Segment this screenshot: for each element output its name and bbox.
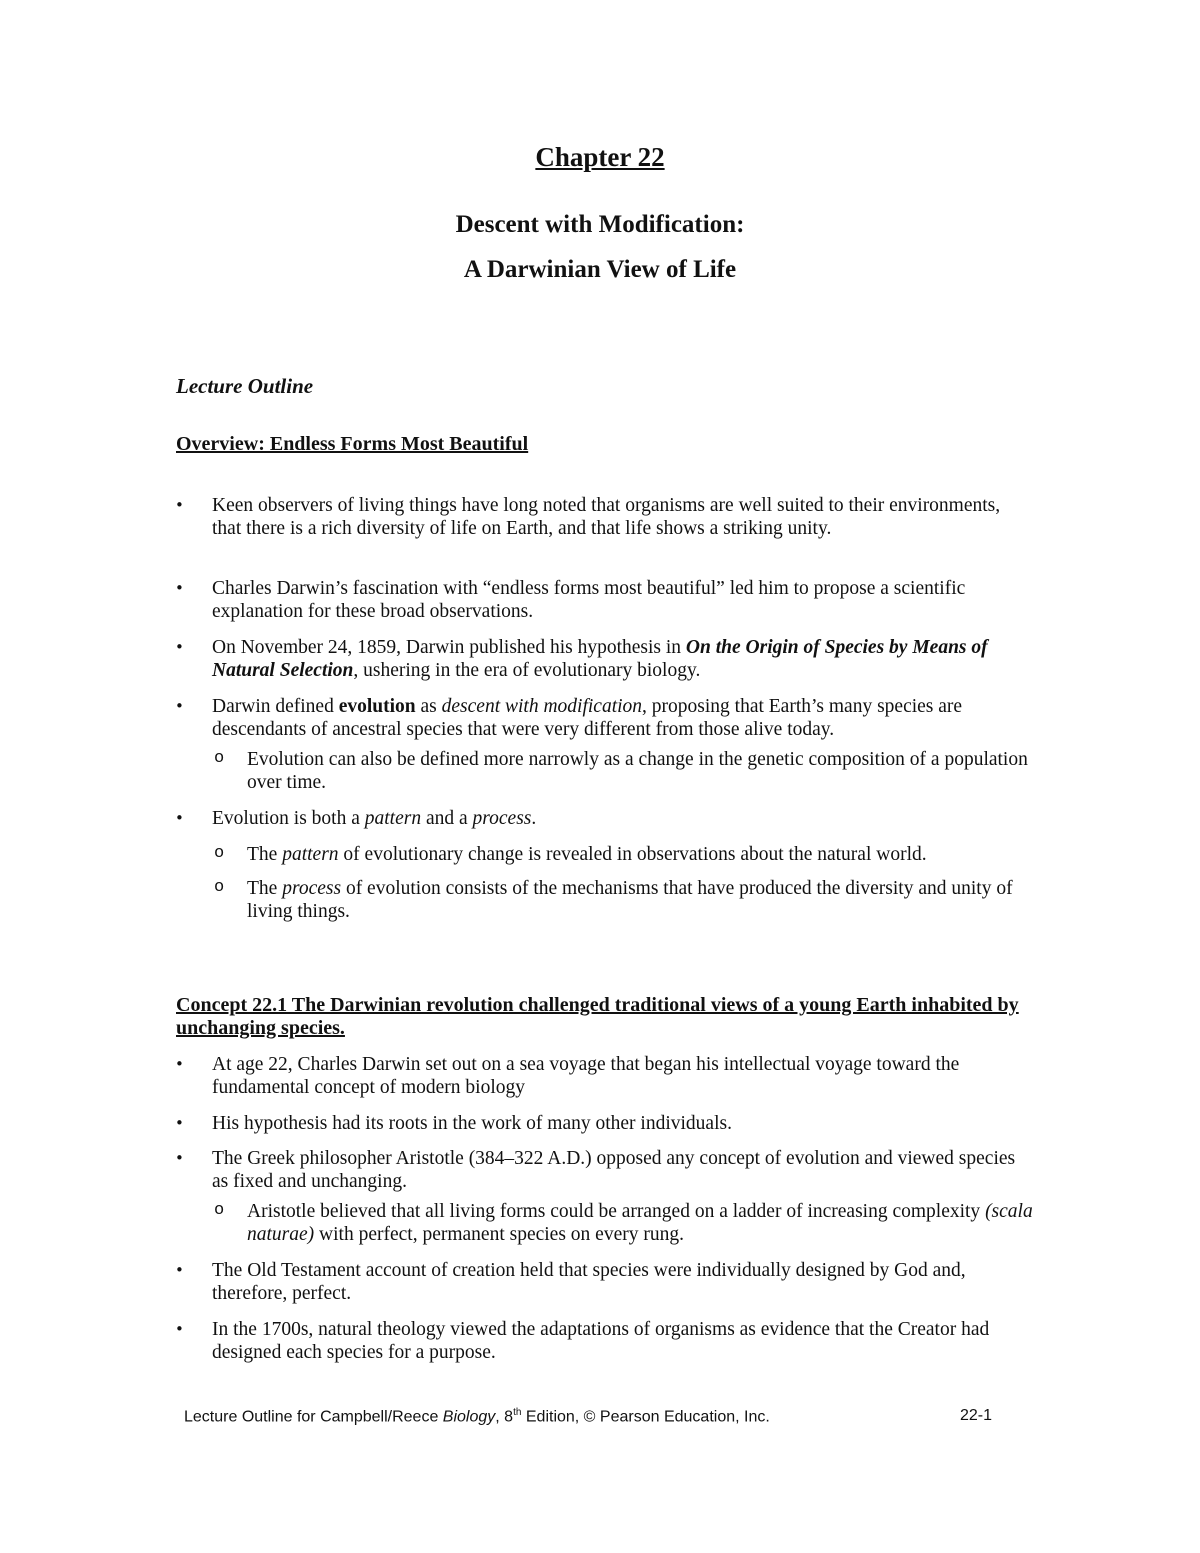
emphasis: pattern bbox=[282, 844, 339, 865]
key-term: evolution bbox=[338, 696, 416, 717]
footer-text: Edition, © Pearson Education, Inc. bbox=[521, 1408, 770, 1426]
overview-subbullet-5-1 bbox=[247, 843, 1037, 866]
bullet-text: The bbox=[247, 878, 283, 899]
page-number: 22-1 bbox=[959, 1407, 992, 1424]
concept-bullet-1: • At age 22, Charles Darwin set out on a sea voyage that began his intellectual voyage toward the fundamental concept of modern biology bbox=[212, 1053, 1030, 1099]
bullet-text: of evolutionary change is revealed in observations about the natural world. bbox=[338, 844, 927, 865]
bullet-text: On November 24, 1859, Darwin published his hypothesis in bbox=[212, 637, 686, 658]
bullet-text: The bbox=[247, 844, 283, 865]
bullet-text: Aristotle believed that all living forms could be arranged on a ladder of increasing complexity bbox=[247, 1201, 986, 1222]
chapter-subtitle-line1: Descent with Modification: bbox=[455, 211, 745, 238]
bullet-text: with perfect, permanent species on every rung. bbox=[314, 1224, 684, 1245]
bullet-text: and a bbox=[421, 808, 473, 829]
concept-bullet-3: • The Greek philosopher Aristotle (384–322 A.D.) opposed any concept of evolution and viewed species as fixed and unchanging. bbox=[212, 1147, 1030, 1193]
chapter-title: Chapter 22 bbox=[535, 142, 665, 172]
overview-bullet-1: • Keen observers of living things have long noted that organisms are well suited to their environments, that there is a rich diversity of life on Earth, and that life shows a striking unity. bbox=[212, 494, 1030, 540]
bullet-text: Evolution is both a bbox=[212, 808, 365, 829]
bullet-text: Darwin defined bbox=[212, 696, 339, 717]
footer-text: Lecture Outline for Campbell/Reece bbox=[184, 1408, 443, 1426]
bullet-text: , ushering in the era of evolutionary biology. bbox=[353, 660, 701, 681]
footer-superscript: th bbox=[513, 1407, 522, 1418]
concept-bullet-5: • In the 1700s, natural theology viewed the adaptations of organisms as evidence that the Creator had designed each species for a purpose. bbox=[212, 1318, 1030, 1364]
concept-bullet-2: • His hypothesis had its roots in the work of many other individuals. bbox=[212, 1112, 1030, 1135]
emphasis: pattern bbox=[364, 808, 422, 829]
footer-book-title: Biology bbox=[442, 1408, 496, 1426]
overview-bullet-3 bbox=[212, 636, 1030, 682]
bullet-text: , proposing that Earth’s many species are descendants of ancestral species that were very different from those alive today. bbox=[212, 696, 963, 740]
concept-heading: Concept 22.1 The Darwinian revolution challenged traditional views of a young Earth inhabited by unchanging species. bbox=[176, 994, 1019, 1039]
overview-subbullet-4-1: o Evolution can also be defined more narrowly as a change in the genetic composition of a population over time. bbox=[247, 748, 1037, 794]
chapter-subtitle-line2: A Darwinian View of Life bbox=[463, 256, 737, 283]
emphasis: process bbox=[472, 808, 532, 829]
concept-subbullet-3-1 bbox=[247, 1200, 1037, 1246]
emphasis: process bbox=[282, 878, 342, 899]
overview-bullet-2: • Charles Darwin’s fascination with “endless forms most beautiful” led him to propose a scientific explanation for these broad observations. bbox=[212, 577, 1030, 623]
concept-bullet-4: • The Old Testament account of creation held that species were individually designed by God and, therefore, perfect. bbox=[212, 1259, 1030, 1305]
bullet-text: . bbox=[531, 808, 537, 829]
emphasis: (scala naturae) bbox=[247, 1201, 1033, 1245]
definition: descent with modification bbox=[441, 696, 643, 717]
overview-heading: Overview: Endless Forms Most Beautiful bbox=[176, 433, 529, 455]
page-footer bbox=[184, 1407, 992, 1426]
book-title: On the Origin of Species by Means of Natural Selection bbox=[212, 637, 988, 681]
bullet-text: of evolution consists of the mechanisms that have produced the diversity and unity of living things. bbox=[247, 878, 1013, 922]
overview-subbullet-5-2 bbox=[247, 877, 1037, 923]
lecture-outline-label: Lecture Outline bbox=[176, 374, 314, 398]
footer-text: , 8 bbox=[495, 1408, 514, 1426]
bullet-text: as bbox=[415, 696, 442, 717]
overview-bullet-4 bbox=[212, 695, 1030, 741]
overview-bullet-5 bbox=[212, 807, 1030, 830]
